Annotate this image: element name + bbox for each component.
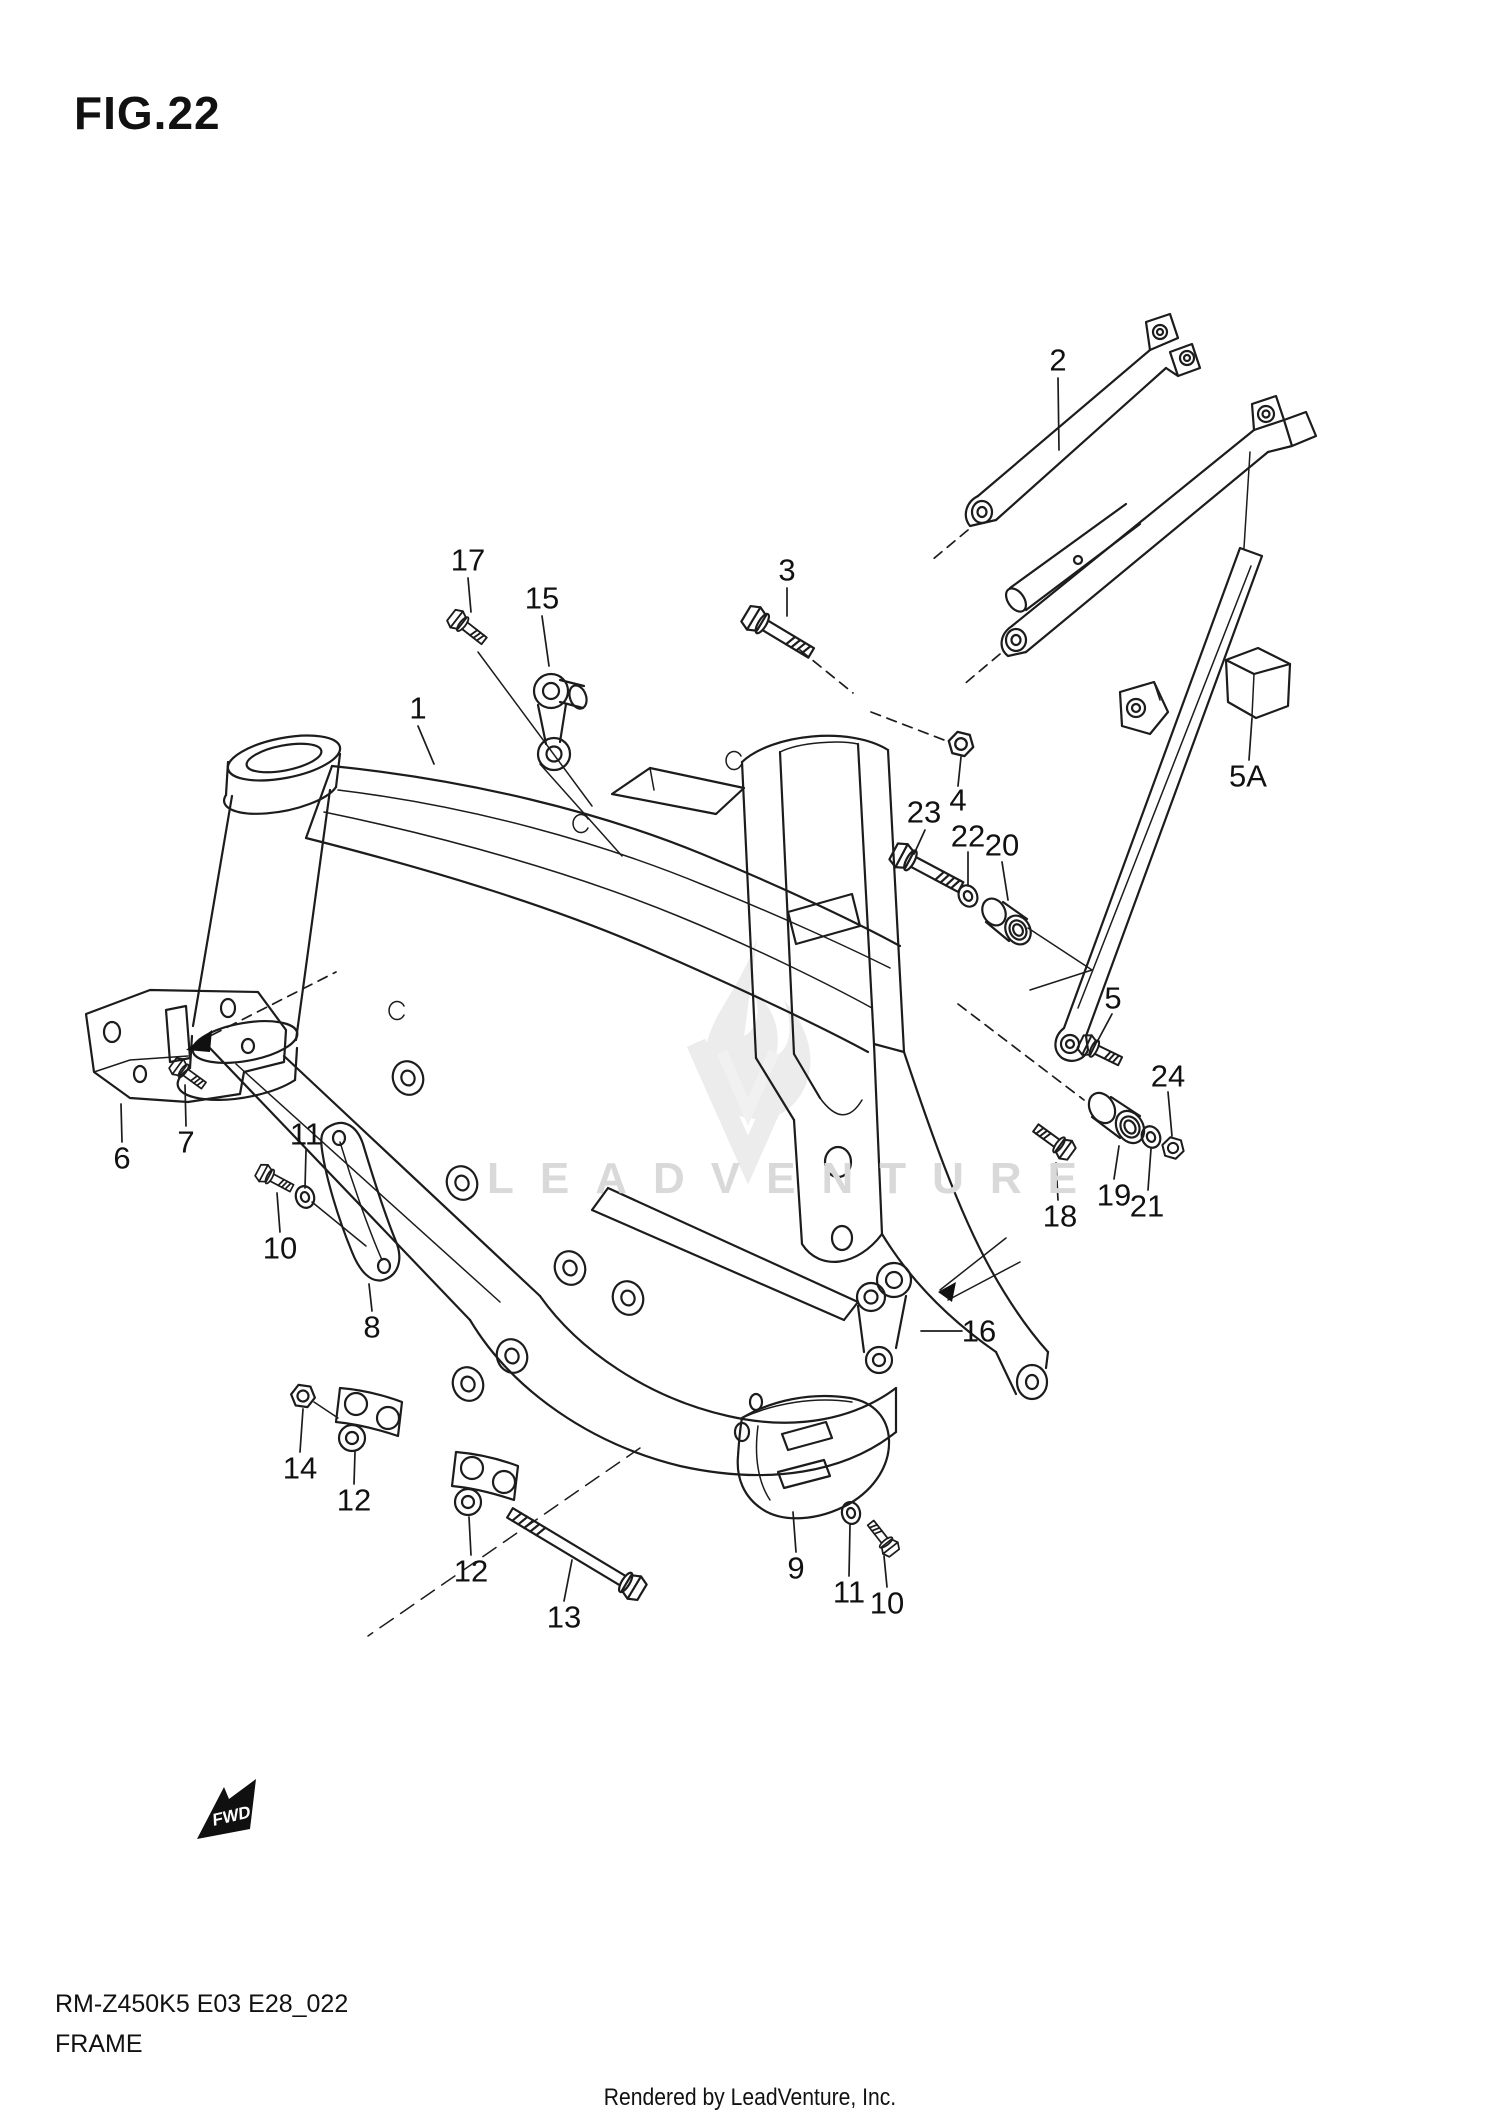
callout-18: 18: [1042, 1198, 1078, 1234]
callout-4: 4: [949, 782, 967, 818]
part-bracket-12b: [452, 1452, 518, 1515]
callout-21: 21: [1129, 1188, 1165, 1224]
part-link-16: [857, 1263, 911, 1373]
callout-3: 3: [778, 552, 796, 588]
callout-12b: 12: [453, 1553, 489, 1589]
washer-21: [1139, 1123, 1164, 1150]
fwd-direction-marker: [197, 1779, 256, 1839]
callout-11a: 11: [289, 1116, 323, 1152]
washer-11b: [840, 1500, 862, 1525]
callout-13: 13: [546, 1599, 582, 1635]
part-guard-8: [321, 1123, 399, 1281]
callout-2: 2: [1049, 342, 1067, 378]
part-cushion-5a: [1226, 648, 1290, 718]
nut-24: [1160, 1136, 1186, 1160]
bolt-7: [167, 1055, 209, 1093]
footer-part-group: FRAME: [55, 2030, 143, 2058]
bolt-5: [1076, 1032, 1125, 1071]
callout-8: 8: [363, 1309, 381, 1345]
callout-24: 24: [1150, 1058, 1186, 1094]
callout-10b: 10: [869, 1585, 905, 1621]
callout-12a: 12: [336, 1482, 372, 1518]
nut-14: [290, 1384, 317, 1408]
part-skid-plate-9: [738, 1396, 889, 1518]
callout-15: 15: [524, 580, 560, 616]
nut-4: [946, 730, 976, 757]
part-frame-body: [178, 727, 1048, 1475]
callout-22: 22: [950, 818, 986, 854]
fwd-label: FWD: [212, 1801, 251, 1831]
callout-5A: 5A: [1229, 758, 1267, 794]
figure-title: FIG.22: [74, 87, 221, 139]
assembly-guide-lines: [186, 530, 1092, 1636]
callout-10a: 10: [262, 1230, 298, 1266]
rendered-by-credit: Rendered by LeadVenture, Inc.: [603, 2084, 897, 2111]
bolt-10b: [863, 1517, 901, 1559]
callout-6: 6: [113, 1140, 131, 1176]
bolt-17: [445, 607, 490, 649]
callout-5: 5: [1104, 980, 1122, 1016]
callout-14: 14: [282, 1450, 318, 1486]
part-link-15: [534, 674, 590, 770]
bolt-13: [503, 1502, 648, 1604]
callout-7: 7: [177, 1124, 195, 1160]
callout-20: 20: [984, 827, 1020, 863]
part-bracket-6: [86, 990, 286, 1102]
callout-16: 16: [961, 1313, 997, 1349]
footer-model-code: RM-Z450K5 E03 E28_022: [55, 1990, 349, 2018]
watermark-text: LEADVENTURE: [487, 1154, 1104, 1203]
part-bushing-20: [978, 894, 1036, 948]
bolt-10a: [254, 1162, 297, 1196]
part-bushing-19: [1084, 1088, 1150, 1148]
callout-11b: 11: [832, 1574, 866, 1610]
callout-19: 19: [1096, 1177, 1132, 1213]
callout-9: 9: [787, 1550, 805, 1586]
part-subframe: [966, 314, 1316, 1061]
callout-1: 1: [409, 690, 427, 726]
part-bracket-12a: [336, 1388, 402, 1451]
callout-17: 17: [450, 542, 486, 578]
callout-23: 23: [906, 794, 942, 830]
